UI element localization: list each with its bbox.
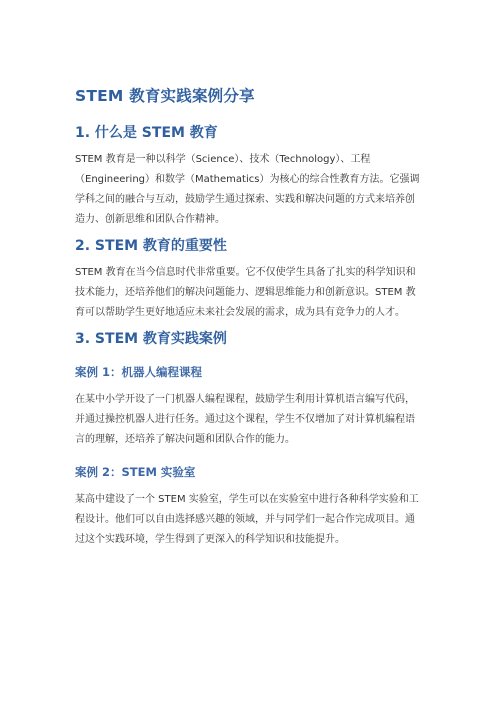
paragraph-line: 技术能力，还培养他们的解决问题能力、逻辑思维能力和创新意识。STEM 教 [75, 287, 416, 298]
document-title: STEM 教育实践案例分享 [75, 87, 255, 105]
section-2-heading: 2. STEM 教育的重要性 [75, 238, 227, 254]
paragraph-line: 在某中小学开设了一门机器人编程课程，鼓励学生利用计算机语言编写代码， [75, 394, 415, 405]
paragraph-line: 程设计。他们可以自由选择感兴趣的领域，并与同学们一起合作完成项目。通 [75, 514, 415, 525]
paragraph-line: STEM 教育在当今信息时代非常重要。它不仅使学生具备了扎实的科学知识和 [75, 267, 416, 278]
case-2-heading: 案例 2：STEM 实验室 [75, 465, 196, 479]
section-1-paragraph [75, 150, 421, 230]
paragraph-line: 言的理解，还培养了解决问题和团队合作的能力。 [75, 434, 295, 445]
section-3-heading: 3. STEM 教育实践案例 [75, 331, 227, 347]
paragraph-line: 学科之间的融合与互动，鼓励学生通过探索、实践和解决问题的方式来培养创 [75, 194, 415, 205]
paragraph-line: STEM 教育是一种以科学（Science）、技术（Technology）、工程 [75, 154, 371, 165]
section-1-heading: 1. 什么是 STEM 教育 [75, 125, 218, 141]
paragraph-line: 过这个实践环境，学生得到了更深入的科学知识和技能提升。 [75, 534, 345, 545]
paragraph-line: 育可以帮助学生更好地适应未来社会发展的需求，成为具有竞争力的人才。 [75, 307, 405, 318]
section-2-paragraph [75, 263, 421, 323]
case-1-heading: 案例 1：机器人编程课程 [75, 365, 203, 379]
case-1-paragraph [75, 390, 421, 450]
paragraph-line: 某高中建设了一个 STEM 实验室，学生可以在实验室中进行各种科学实验和工 [75, 494, 419, 505]
case-2-paragraph [75, 490, 421, 550]
paragraph-line: （Engineering）和数学（Mathematics）为核心的综合性教育方法。它强调 [75, 174, 420, 185]
paragraph-line: 并通过操控机器人进行任务。通过这个课程，学生不仅增加了对计算机编程语 [75, 414, 415, 425]
paragraph-line: 造力、创新思维和团队合作精神。 [75, 214, 225, 225]
